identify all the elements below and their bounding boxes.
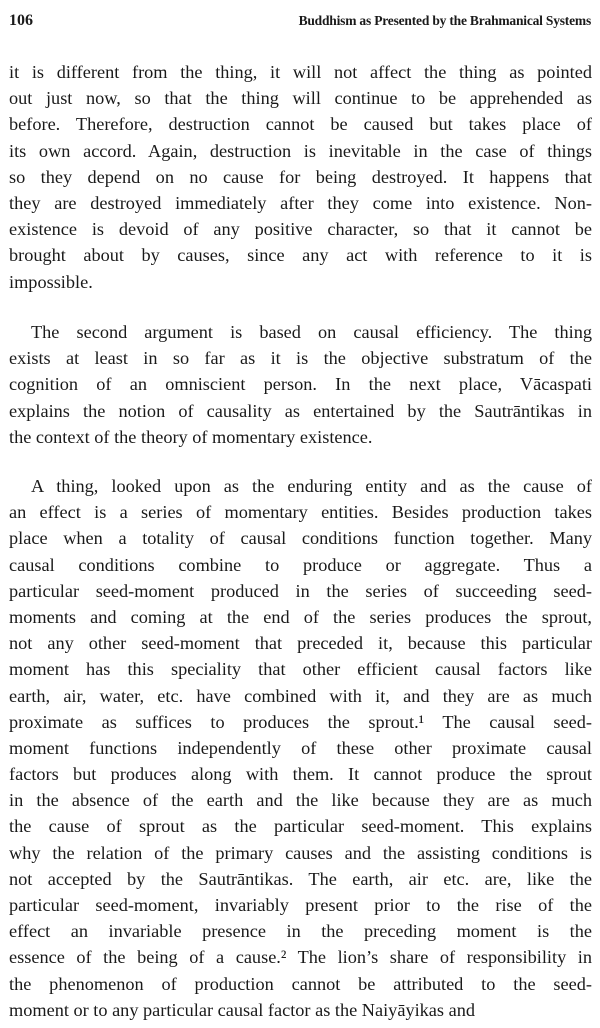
paragraph-1 (9, 59, 592, 295)
text-line: in the absence of the earth and the like because they are as much (9, 790, 592, 811)
text-line: the context of the theory of momentary existence. (9, 426, 373, 447)
text-line: not any other seed-moment that preceded it, because this particular (9, 633, 592, 654)
running-title: Buddhism as Presented by the Brahmanical Systems (298, 13, 591, 28)
paragraph-2 (9, 319, 592, 450)
page-number: 106 (9, 12, 33, 29)
text-line: earth, air, water, etc. have combined with it, and they are as much (9, 685, 592, 706)
text-line: A thing, looked upon as the enduring entity and as the cause of (31, 476, 592, 496)
text-line: why the relation of the primary causes and the assisting conditions is (9, 842, 592, 863)
text-line: brought about by causes, since any act with reference to it is (9, 245, 592, 266)
text-line: moments and coming at the end of the series produces the sprout, (9, 606, 592, 627)
text-line: not accepted by the Sautrāntikas. The earth, air etc. are, like the (9, 868, 592, 889)
running-header (9, 12, 591, 34)
text-line: the cause of sprout as the particular seed-moment. This explains (9, 816, 592, 837)
text-line: existence is devoid of any positive character, so that it cannot be (9, 219, 592, 240)
paragraph-3 (9, 473, 592, 1023)
text-line: effect an invariable presence in the preceding moment is the (9, 921, 592, 942)
text-line: particular seed-moment, invariably present prior to the rise of the (9, 895, 592, 915)
text-line: they are destroyed immediately after they come into existence. Non- (9, 192, 592, 213)
text-line: factors but produces along with them. It cannot produce the sprout (9, 764, 592, 785)
text-line: place when a totality of causal conditions function together. Many (9, 528, 592, 549)
text-line: cognition of an omniscient person. In the next place, Vācaspati (9, 374, 592, 395)
text-line: impossible. (9, 271, 93, 292)
text-line: the phenomenon of production cannot be attributed to the seed- (9, 973, 592, 994)
text-line: causal conditions combine to produce or aggregate. Thus a (9, 554, 592, 575)
text-line: out just now, so that the thing will continue to be apprehended as (9, 88, 592, 109)
text-line: The second argument is based on causal efficiency. The thing (31, 322, 592, 342)
text-line: before. Therefore, destruction cannot be caused but takes place of (9, 114, 592, 135)
text-line: so they depend on no cause for being destroyed. It happens that (9, 166, 592, 187)
text-line: exists at least in so far as it is the objective substratum of the (9, 348, 592, 369)
text-line: essence of the being of a cause.² The lion’s share of responsibility in (9, 947, 592, 968)
text-line: explains the notion of causality as entertained by the Sautrāntikas in (9, 400, 592, 421)
text-line: an effect is a series of momentary entities. Besides production takes (9, 502, 592, 523)
text-line: moment functions independently of these other proximate causal (9, 737, 592, 758)
text-line: moment has this speciality that other efficient causal factors like (9, 659, 592, 680)
text-line: proximate as suffices to produces the sprout.¹ The causal seed- (9, 711, 592, 732)
text-line: its own accord. Again, destruction is inevitable in the case of things (9, 140, 592, 161)
text-line: particular seed-moment produced in the series of succeeding seed- (9, 580, 592, 601)
text-line: moment or to any particular causal factor as the Naiyāyikas and (9, 999, 475, 1020)
text-line: it is different from the thing, it will not affect the thing as pointed (9, 62, 592, 82)
